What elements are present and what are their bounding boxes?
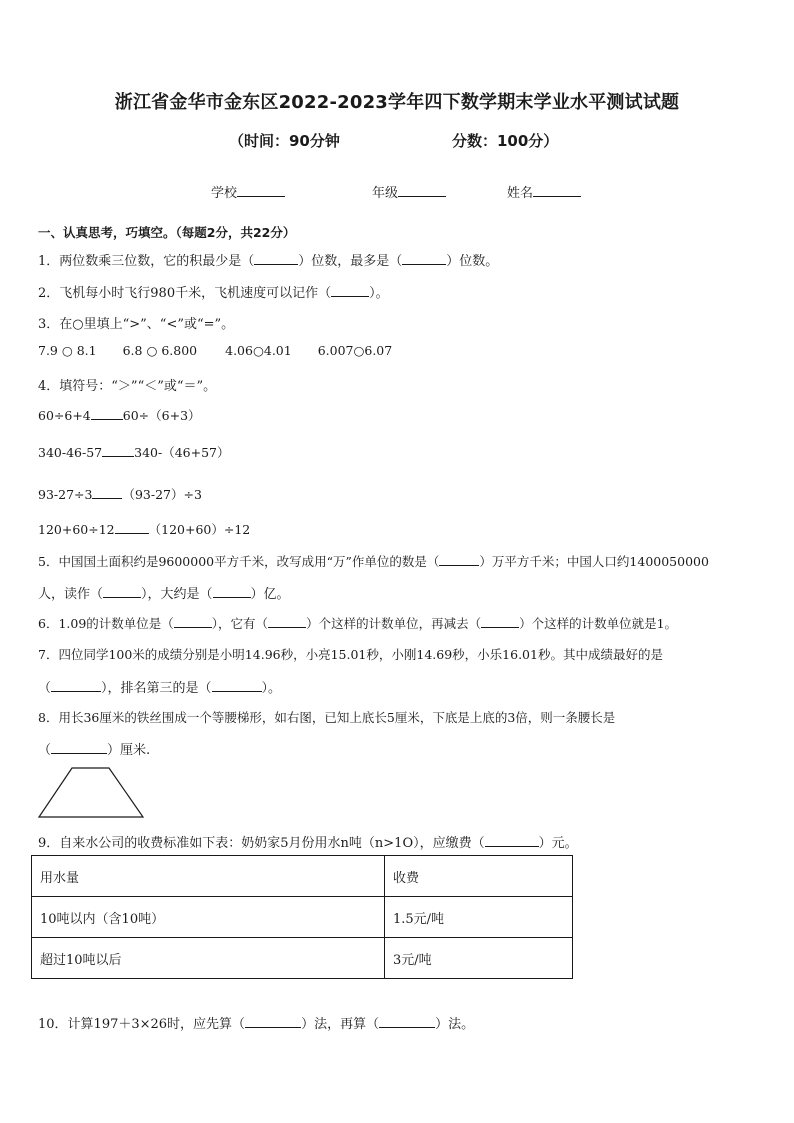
answer-blank[interactable] bbox=[92, 487, 122, 499]
grade-label: 年级 bbox=[372, 186, 399, 201]
question-text: 10．计算197＋3×26时，应先算（ bbox=[38, 1017, 246, 1032]
answer-blank[interactable] bbox=[481, 616, 519, 628]
expression: 60÷（6+3） bbox=[122, 408, 201, 423]
page-title: 浙江省金华市金东区2022-2023学年四下数学期末学业水平测试试题 bbox=[114, 92, 680, 113]
question-4-prompt: 4．填符号：“＞”“＜”或“＝”。 bbox=[38, 379, 217, 394]
section-heading: 一、认真思考，巧填空。（每题2分，共22分） bbox=[38, 225, 296, 240]
question-text: ）法。 bbox=[435, 1017, 475, 1032]
question-text: 1．两位数乘三位数，它的积最少是（ bbox=[38, 254, 255, 269]
answer-blank[interactable] bbox=[245, 1016, 301, 1028]
answer-blank[interactable] bbox=[268, 616, 306, 628]
school-blank[interactable] bbox=[237, 184, 285, 197]
expression: 340-（46+57） bbox=[134, 445, 230, 460]
answer-blank[interactable] bbox=[91, 408, 123, 420]
answer-blank[interactable] bbox=[379, 1016, 435, 1028]
answer-blank[interactable] bbox=[254, 253, 298, 265]
answer-blank[interactable] bbox=[103, 586, 141, 598]
question-5-line-1 bbox=[38, 552, 709, 570]
table-row bbox=[32, 938, 573, 979]
question-text: ）亿。 bbox=[250, 587, 290, 602]
expression: 120+60÷12 bbox=[38, 522, 115, 537]
question-6 bbox=[38, 614, 677, 632]
expression: （93-27）÷3 bbox=[122, 487, 202, 502]
question-text: ），它有（ bbox=[211, 616, 269, 631]
question-10 bbox=[38, 1013, 474, 1032]
question-9 bbox=[38, 832, 578, 851]
table-cell: 超过10吨以后 bbox=[32, 938, 385, 979]
question-4-row-1 bbox=[38, 406, 201, 424]
question-text: 5．中国国土面积约是9600000平方千米，改写成用“万”作单位的数是（ bbox=[38, 554, 440, 569]
school-field[interactable] bbox=[211, 182, 285, 201]
answer-blank[interactable] bbox=[115, 522, 149, 534]
question-2 bbox=[38, 282, 389, 301]
exam-score: 分数：100分） bbox=[452, 132, 559, 150]
grade-field[interactable] bbox=[372, 182, 446, 201]
question-text: ）。 bbox=[369, 286, 389, 301]
question-text: 2．飞机每小时飞行980千米，飞机速度可以记作（ bbox=[38, 286, 332, 301]
question-text: ）个这样的计数单位就是1。 bbox=[519, 616, 678, 631]
question-4-row-4 bbox=[38, 520, 250, 538]
question-4-row-3 bbox=[38, 485, 202, 503]
exam-time: （时间：90分钟 bbox=[229, 132, 340, 150]
school-label: 学校 bbox=[211, 186, 238, 201]
compare-item: 6.8 ○ 6.800 bbox=[122, 343, 198, 358]
table-cell: 1.5元/吨 bbox=[385, 897, 573, 938]
table-cell: 3元/吨 bbox=[385, 938, 573, 979]
question-7-line-2 bbox=[38, 677, 281, 696]
answer-blank[interactable] bbox=[485, 835, 539, 847]
question-text: ）万平方千米；中国人口约1400050000 bbox=[479, 554, 709, 569]
table-cell: 10吨以内（含10吨） bbox=[32, 897, 385, 938]
answer-blank[interactable] bbox=[439, 554, 479, 566]
question-text: （ bbox=[38, 681, 52, 696]
question-text: 人，读作（ bbox=[38, 587, 104, 602]
expression: 340-46-57 bbox=[38, 445, 103, 460]
question-text: 6．1.09的计数单位是（ bbox=[38, 616, 174, 631]
expression: 60÷6+4 bbox=[38, 408, 91, 423]
name-blank[interactable] bbox=[533, 184, 581, 197]
table-header-cell: 用水量 bbox=[32, 856, 385, 897]
question-1 bbox=[38, 250, 498, 269]
compare-item: 4.06○4.01 bbox=[225, 343, 292, 358]
question-8-line-1: 8．用长36厘米的铁丝围成一个等腰梯形，如右图，已知上底长5厘米，下底是上底的3倍，则一条腰长是 bbox=[38, 710, 616, 725]
question-text: ）位数，最多是（ bbox=[298, 254, 403, 269]
answer-blank[interactable] bbox=[212, 680, 262, 692]
expression: （120+60）÷12 bbox=[148, 522, 251, 537]
name-label: 姓名 bbox=[507, 186, 534, 201]
answer-blank[interactable] bbox=[51, 742, 107, 754]
water-fee-table bbox=[31, 855, 573, 979]
question-text: ），大约是（ bbox=[141, 587, 213, 602]
expression: 93-27÷3 bbox=[38, 487, 93, 502]
question-3-items bbox=[38, 343, 392, 358]
table-header-row bbox=[32, 856, 573, 897]
question-text: ）元。 bbox=[538, 836, 578, 851]
name-field[interactable] bbox=[507, 182, 581, 201]
answer-blank[interactable] bbox=[51, 680, 101, 692]
trapezoid-figure bbox=[37, 766, 147, 820]
question-text: ）厘米. bbox=[107, 743, 151, 758]
answer-blank[interactable] bbox=[102, 445, 134, 457]
question-text: ）个这样的计数单位，再减去（ bbox=[306, 616, 482, 631]
table-header-cell: 收费 bbox=[385, 856, 573, 897]
answer-blank[interactable] bbox=[213, 586, 251, 598]
question-text: ）法，再算（ bbox=[301, 1017, 380, 1032]
compare-item: 7.9 ○ 8.1 bbox=[38, 343, 97, 358]
question-5-line-2 bbox=[38, 583, 290, 602]
question-3-prompt: 3．在○里填上“>”、“<”或“=”。 bbox=[38, 317, 235, 332]
question-text: ），排名第三的是（ bbox=[101, 681, 212, 696]
question-text: ）。 bbox=[261, 681, 282, 696]
question-7-line-1: 7．四位同学100米的成绩分别是小明14.96秒，小亮15.01秒，小刚14.69秒，小乐16.01秒。其中成绩最好的是 bbox=[38, 647, 663, 662]
question-text: ）位数。 bbox=[446, 254, 499, 269]
answer-blank[interactable] bbox=[331, 285, 369, 297]
answer-blank[interactable] bbox=[402, 253, 446, 265]
table-row bbox=[32, 897, 573, 938]
question-text: 9．自来水公司的收费标准如下表：奶奶家5月份用水n吨（n>1O），应缴费（ bbox=[38, 836, 485, 851]
question-8-line-2 bbox=[38, 739, 150, 758]
grade-blank[interactable] bbox=[398, 184, 446, 197]
question-4-row-2 bbox=[38, 443, 230, 461]
answer-blank[interactable] bbox=[174, 616, 212, 628]
question-text: （ bbox=[38, 743, 52, 758]
compare-item: 6.007○6.07 bbox=[317, 343, 393, 358]
